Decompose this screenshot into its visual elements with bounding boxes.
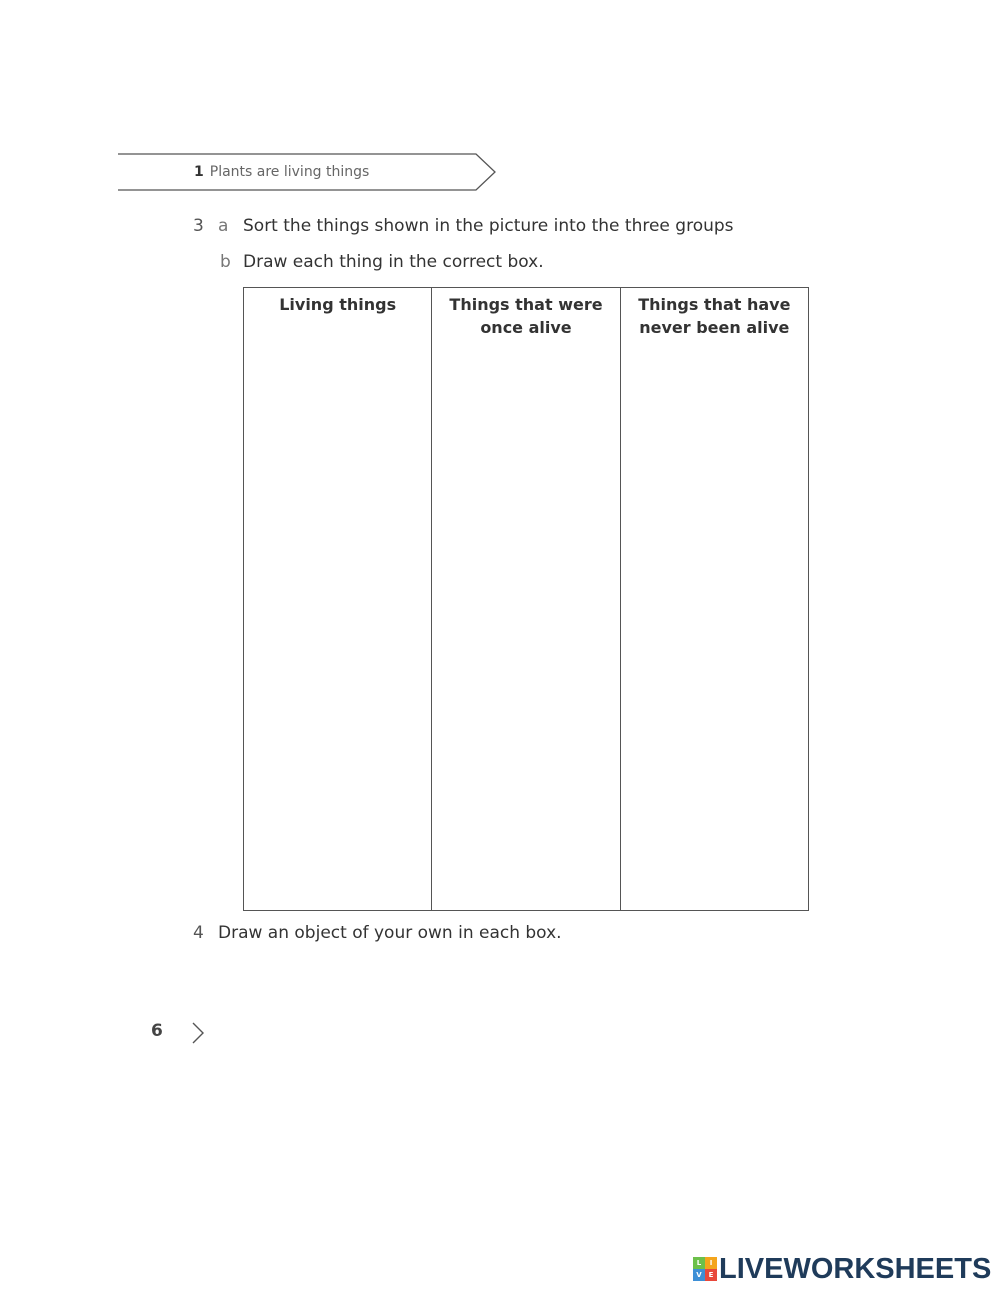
chapter-number: 1 — [194, 164, 204, 180]
column-living-things[interactable] — [244, 288, 432, 910]
chevron-right-icon — [190, 1021, 206, 1045]
liveworksheets-logo[interactable] — [693, 1253, 991, 1285]
sorting-table — [243, 287, 809, 911]
header-once-alive: Things that were once alive — [449, 295, 603, 337]
chapter-tab — [118, 153, 498, 193]
logo-mark-letter: V — [693, 1269, 705, 1281]
logo-mark-letter: I — [705, 1257, 717, 1269]
logo-mark-letter: E — [705, 1269, 717, 1281]
logo-mark-icon — [693, 1257, 717, 1281]
question-3b-text: Draw each thing in the correct box. — [243, 252, 544, 272]
header-never-alive: Things that have never been alive — [638, 295, 791, 337]
question-4-number: 4 — [193, 923, 204, 943]
logo-text: LIVEWORKSHEETS — [719, 1252, 992, 1285]
question-3a-letter: a — [218, 216, 229, 236]
column-never-alive[interactable] — [621, 288, 808, 910]
page-number: 6 — [151, 1021, 163, 1041]
chapter-label — [194, 164, 369, 180]
question-3-number: 3 — [193, 216, 204, 236]
question-4-text: Draw an object of your own in each box. — [218, 923, 562, 943]
column-once-alive[interactable] — [432, 288, 620, 910]
question-3b-letter: b — [220, 252, 231, 272]
header-living-things: Living things — [279, 295, 397, 314]
question-3a-text: Sort the things shown in the picture into the three groups — [243, 216, 734, 236]
logo-mark-letter: L — [693, 1257, 705, 1269]
chapter-title: Plants are living things — [209, 164, 370, 180]
